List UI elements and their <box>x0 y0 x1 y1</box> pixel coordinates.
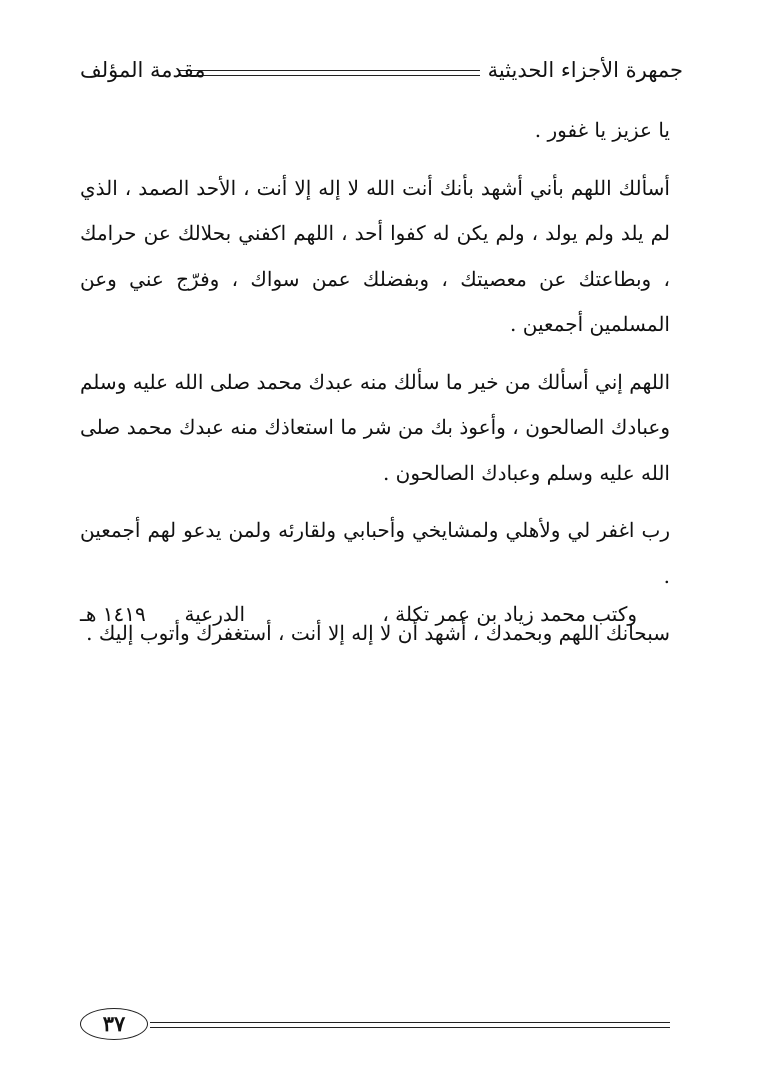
paragraph-supplication-1: أسألك اللهم بأني أشهد بأنك أنت الله لا إله إلا أنت ، الأحد الصمد ، الذي لم يلد ولم يولد ، ولم يكن له كفوا أحد ، اللهم اكفني بحلالك عن حرامك ، وبطاعتك عن معصيتك ، وبفضلك عمن سواك ، وفرّج عني وعن المسلمين أجمعين . <box>80 175 670 336</box>
paragraph-supplication-3: رب اغفر لي ولأهلي ولمشايخي وأحبابي ولقارئه ولمن يدعو لهم أجمعين . <box>80 518 670 588</box>
signature-author: وكتب محمد زياد بن عمر تكلة ، <box>382 602 637 626</box>
paragraph-supplication-2: اللهم إني أسألك من خير ما سألك منه عبدك محمد صلى الله عليه وسلم وعبادك الصالحون ، وأعوذ بك من شر ما استعاذك منه عبدك محمد صلى الله عليه وسلم وعبادك الصالحون . <box>80 369 670 485</box>
paragraph-opening: يا عزيز يا غفور . <box>534 118 670 142</box>
footer-divider <box>150 1022 670 1028</box>
paragraph-closing: سبحانك اللهم وبحمدك ، أشهد أن لا إله إلا أنت ، أستغفرك وأتوب إليك . <box>86 621 670 645</box>
book-title: جمهرة الأجزاء الحديثية <box>487 58 683 82</box>
header-divider <box>178 70 480 76</box>
signature-place: الدرعية <box>184 602 245 626</box>
section-title: مقدمة المؤلف <box>80 58 206 82</box>
signature-date: ١٤١٩ هـ <box>80 602 146 626</box>
page-number: ٣٧ <box>80 1008 148 1040</box>
page-body <box>80 108 670 669</box>
